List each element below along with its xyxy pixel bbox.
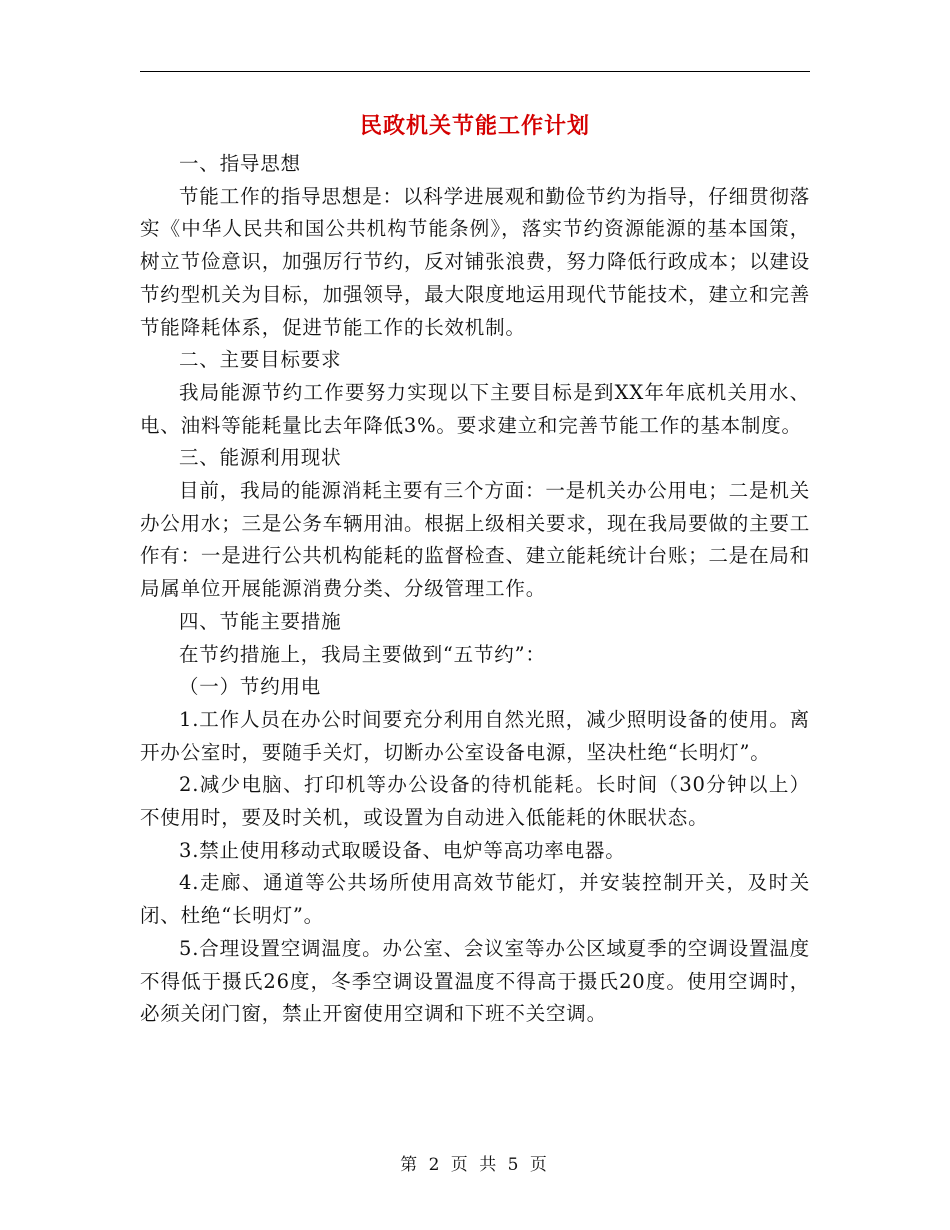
paragraph-measures-intro: 在节约措施上，我局主要做到“五节约”：: [179, 642, 546, 666]
list-item-3: 3.禁止使用移动式取暖设备、电炉等高功率电器。: [179, 838, 626, 862]
list-item-4: 4.走廊、通道等公共场所使用高效节能灯，并安装控制开关，及时关闭、杜绝“长明灯”。: [140, 871, 810, 928]
list-item-5: 5.合理设置空调温度。办公室、会议室等办公区域夏季的空调设置温度不得低于摄氏26度，冬季空调设置温度不得高于摄氏20度。使用空调时，必须关闭门窗，禁止开窗使用空调和下班不关空调。: [140, 936, 810, 1026]
header-rule: [140, 71, 810, 72]
list-item-1: 1.工作人员在办公时间要充分利用自然光照，减少照明设备的使用。离开办公室时，要随手关灯，切断办公室设备电源，坚决杜绝“长明灯”。: [140, 707, 810, 764]
section-heading-measures: 四、节能主要措施: [179, 609, 342, 633]
paragraph-energy-status: 目前，我局的能源消耗主要有三个方面：一是机关办公用电；二是机关办公用水；三是公务车辆用油。根据上级相关要求，现在我局要做的主要工作有：一是进行公共机构能耗的监督检查、建立能耗统计台账；二是在局和局属单位开展能源消费分类、分级管理工作。: [140, 479, 810, 601]
document-title: 民政机关节能工作计划: [359, 113, 590, 139]
paragraph-guiding-thought: 节能工作的指导思想是：以科学进展观和勤俭节约为指导，仔细贯彻落实《中华人民共和国公共机构节能条例》，落实节约资源能源的基本国策，树立节俭意识，加强厉行节约，反对铺张浪费，努力降低行政成本；以建设节约型机关为目标，加强领导，最大限度地运用现代节能技术，建立和完善节能降耗体系，促进节能工作的长效机制。: [140, 184, 810, 339]
subsection-heading-save-electricity: （一）节约用电: [179, 675, 322, 699]
section-heading-main-goals: 二、主要目标要求: [179, 348, 342, 372]
page-number-footer: 第 2 页 共 5 页: [400, 1155, 550, 1175]
paragraph-main-goals: 我局能源节约工作要努力实现以下主要目标是到XX年年底机关用水、电、油料等能耗量比去年降低3%。要求建立和完善节能工作的基本制度。: [140, 380, 810, 437]
document-body: [140, 148, 810, 1031]
list-item-2: 2.减少电脑、打印机等办公设备的待机能耗。长时间（30分钟以上）不使用时，要及时关机，或设置为自动进入低能耗的休眠状态。: [140, 773, 810, 830]
section-heading-energy-status: 三、能源利用现状: [179, 446, 342, 470]
section-heading-guiding-thought: 一、指导思想: [179, 152, 301, 175]
